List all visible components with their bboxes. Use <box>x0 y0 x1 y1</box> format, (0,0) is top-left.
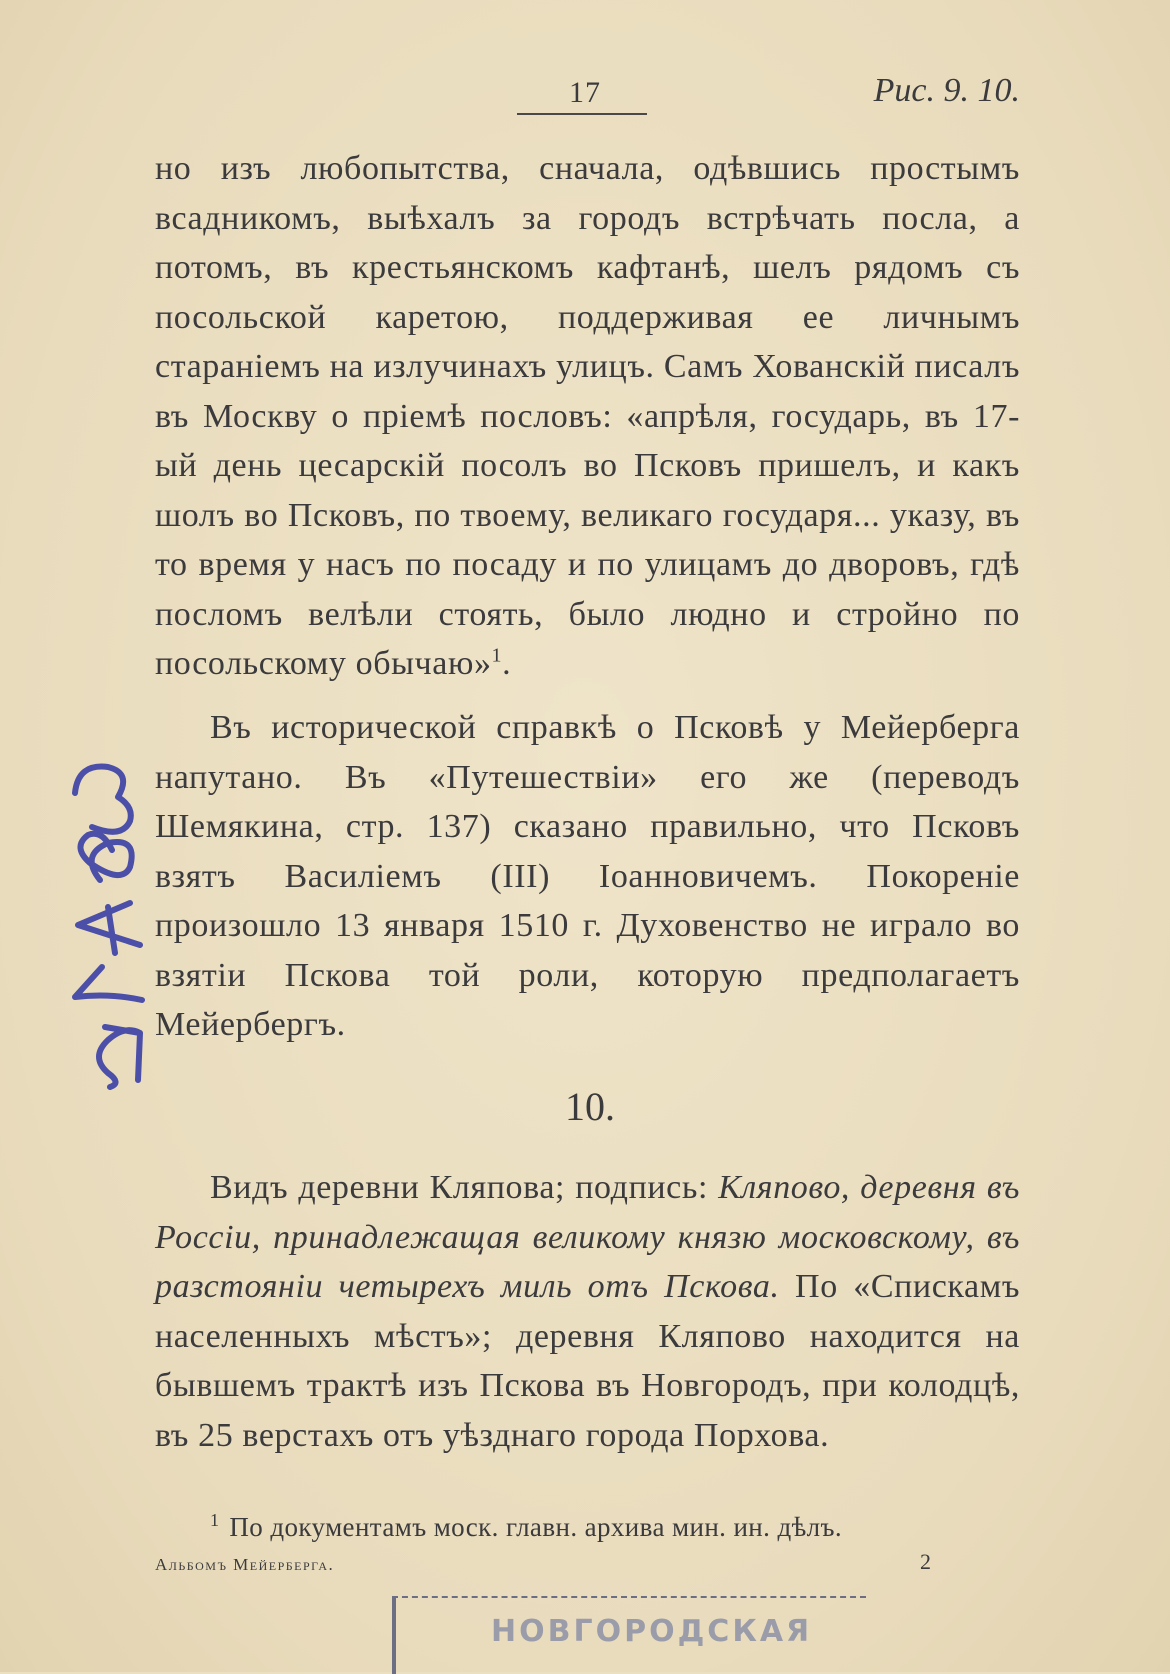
paragraph-continuation: но изъ любопытства, сначала, одѣвшись простымъ всадникомъ, выѣхалъ за городъ встрѣчать посла, а потомъ, въ крестьянскомъ кафтанѣ, шелъ рядомъ съ посольской каретою, поддерживая ее личнымъ стараніемъ на излучинахъ улицъ. Самъ Хованскій писалъ въ Москву о пріемѣ пословъ: «апрѣля, государь, въ 17-ый день цесарскій посолъ во Псковъ пришелъ, и какъ шолъ во Псковъ, по твоему, великаго государя... указу, въ то время у насъ по посаду и по улицамъ до дворовъ, гдѣ посломъ велѣли стоять, было людно и стройно по посольскому обычаю»$^1$. <box>155 150 1020 682</box>
handwritten-digit <box>99 1027 140 1087</box>
page-number: 17 <box>569 76 601 109</box>
printer-signature: Альбомъ Мейерберга. <box>155 1555 335 1574</box>
footnote-text: По документамъ моск. главн. архива мин. ин. дѣлъ. <box>229 1512 843 1542</box>
library-stamp <box>392 1596 866 1674</box>
footnote-reference: 1 <box>491 644 503 667</box>
handwritten-digit <box>75 767 131 832</box>
sheet-number: 2 <box>920 1549 931 1574</box>
stamp-text: НОВГОРОДСКАЯ <box>491 1614 813 1649</box>
paragraph-klyapovo <box>155 1163 1020 1460</box>
handwritten-inventory-number <box>30 755 155 1090</box>
figure-reference: Рис. 9. 10. <box>873 72 1020 109</box>
handwritten-digit <box>80 834 131 880</box>
footnote-marker: 1 <box>210 1510 220 1530</box>
paragraph-historical-note: Въ исторической справкѣ о Псковѣ у Мейерберга напутано. Въ «Путешествіи» его же (переводъ Шемякина, стр. 137) сказано правильно, что Псковъ взятъ Василіемъ (III) Іоанновичемъ. Покореніе произошло 13 января 1510 г. Духовенство не играло во взятіи Пскова той роли, которую предполагаетъ Мейербергъ. <box>155 709 1020 1043</box>
section-heading: 10. <box>565 1084 615 1129</box>
paragraph-rest: По «Спискамъ населенныхъ мѣстъ»; деревня Кляпово находится на бывшемъ трактѣ изъ Пскова въ Новгородъ, при колодцѣ, въ 25 верстахъ отъ уѣзднаго города Порхова. <box>155 1268 1020 1454</box>
handwritten-digit <box>75 967 142 1000</box>
handwritten-digit <box>78 903 140 953</box>
figure-caption-quote: Кляпово, деревня въ Россіи, принадлежащая великому князю московскому, въ разстояніи четырехъ миль отъ Пскова. <box>155 1169 1020 1305</box>
footnote <box>210 1510 1010 1543</box>
page-number-rule <box>517 113 647 115</box>
paragraph-lead: Видъ деревни Кляпова; подпись: <box>210 1169 719 1206</box>
paragraph-text: но изъ любопытства, сначала, одѣвшись простымъ всадникомъ, выѣхалъ за городъ встрѣчать посла, а потомъ, въ крестьянскомъ кафтанѣ, шелъ рядомъ съ посольской каретою, поддерживая ее личнымъ стараніемъ на излучинахъ улицъ. Самъ Хованскій писалъ въ Москву о пріемѣ пословъ: «апрѣля, государь, въ 17-ый день цесарскій посолъ во Псковъ пришелъ, и какъ шолъ во Псковъ, по твоему, великаго государя... указу, въ то время у насъ по посаду и по улицамъ до дворовъ, гдѣ посломъ велѣли стоять, было людно и стройно по посольскому обычаю» <box>155 150 1020 682</box>
